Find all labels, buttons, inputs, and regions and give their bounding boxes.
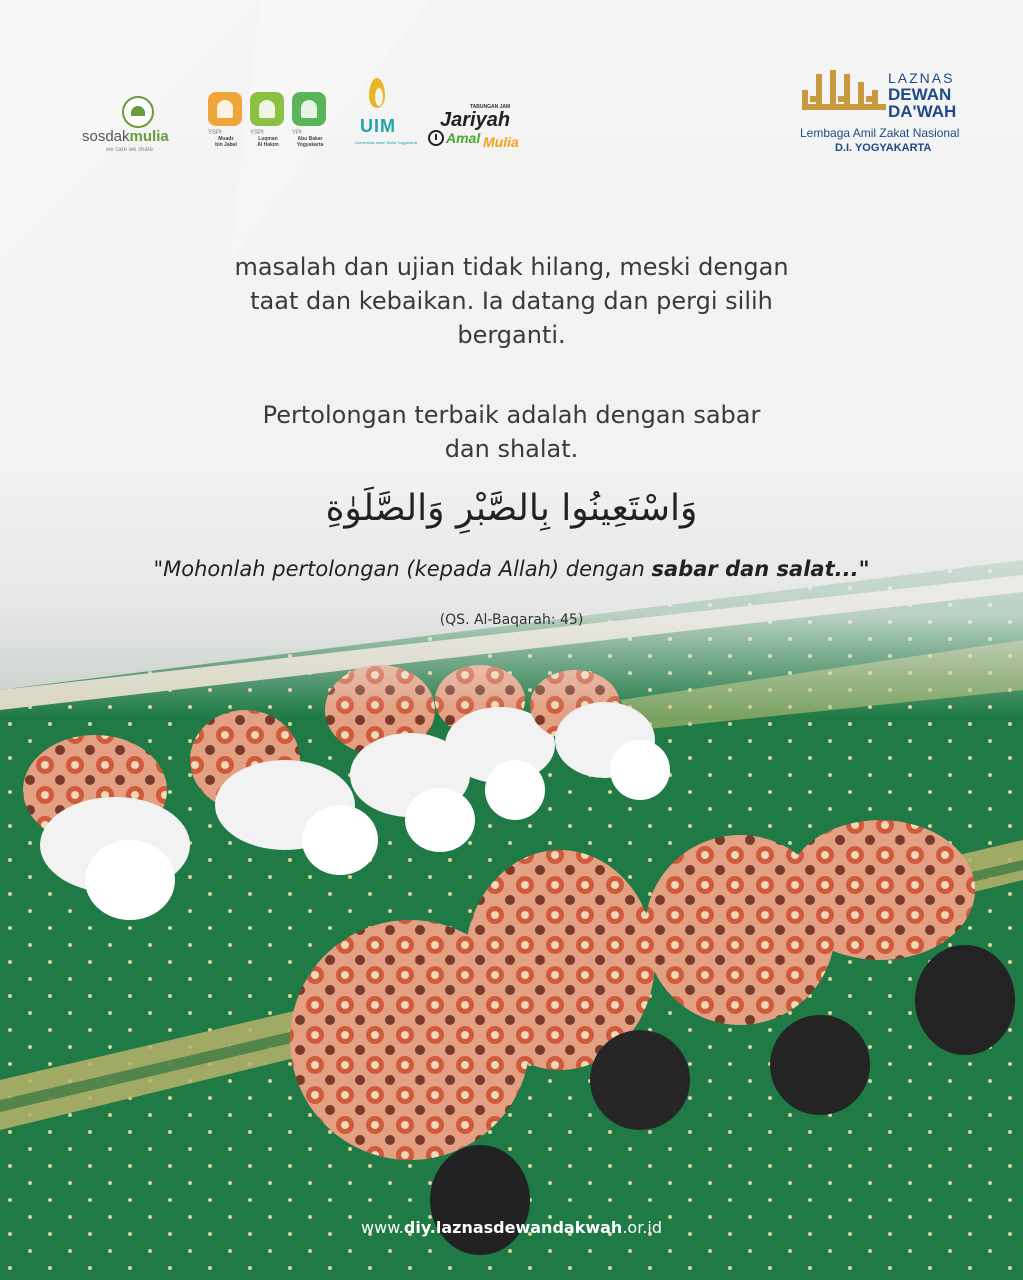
website-prefix: www. — [361, 1218, 404, 1237]
laznas-line4: Lembaga Amil Zakat Nasional — [800, 126, 960, 140]
partner-logo-strip — [0, 70, 1023, 170]
uim-sub: Universitas Islam Mulia Yogyakarta — [355, 140, 418, 145]
clock-icon — [428, 130, 444, 146]
para2-line: Pertolongan terbaik adalah dengan sabar — [262, 401, 761, 429]
quote-end: " — [858, 557, 870, 581]
para2-line: dan shalat. — [444, 435, 579, 463]
yspi-org: YPI — [292, 130, 302, 136]
jariyah-amal: Amal — [446, 130, 481, 146]
mosque-dome-icon — [122, 96, 154, 128]
jariyah-amal-mulia-logo — [428, 104, 538, 154]
reflection-paragraph — [0, 250, 1023, 352]
yspi-line2: bin Jabal — [215, 142, 237, 148]
website-suffix: .or.id — [622, 1218, 662, 1237]
laznas-line5: D.I. YOGYAKARTA — [835, 142, 932, 154]
laznas-line1: LAZNAS — [888, 70, 955, 86]
arabic-verse: وَاسْتَعِينُوا بِالصَّبْرِ وَالصَّلَوٰةِ — [325, 488, 698, 529]
website-domain: diy.laznasdewandakwah — [403, 1218, 623, 1237]
yspi-org: YSPI — [250, 130, 264, 136]
quote-bold: sabar dan salat... — [651, 557, 859, 581]
laznas-line2: DEWAN — [888, 85, 952, 104]
sosdak-mulia-logo — [82, 96, 182, 156]
sosdak-tagline: we care we share — [106, 147, 154, 153]
uim-logo — [355, 78, 418, 158]
laznas-dewan-dawah-logo — [800, 70, 975, 160]
school-badge-icon — [208, 92, 242, 126]
school-badge-icon — [292, 92, 326, 126]
quote-start: "Mohonlah pertolongan (kepada Allah) dengan — [153, 557, 652, 581]
school-badge-icon — [250, 92, 284, 126]
advice-paragraph — [0, 398, 1023, 466]
verse-source: (QS. Al-Baqarah: 45) — [439, 612, 584, 628]
yspi-luqman-logo — [250, 92, 286, 154]
sosdak-name: sosdak — [82, 128, 130, 145]
jariyah-small: TABUNGAN JAM — [470, 104, 511, 110]
yspi-line1: Luqman — [258, 136, 278, 142]
verse-translation — [0, 557, 1023, 581]
mulia-name: mulia — [129, 128, 169, 145]
yspi-line2: Al Hakim — [257, 142, 279, 148]
website-url[interactable] — [0, 1218, 1023, 1237]
para1-line: masalah dan ujian tidak hilang, meski dengan — [234, 253, 789, 281]
uim-word: UIM — [360, 116, 396, 136]
laznas-line3: DA'WAH — [888, 102, 957, 121]
jariyah-big: Jariyah — [440, 109, 511, 131]
jariyah-mulia: Mulia — [483, 134, 519, 150]
yspi-org: YSPI — [208, 130, 222, 136]
yspi-line2: Yogyakarta — [296, 142, 324, 148]
yspi-line1: Abu Bakar — [297, 136, 323, 142]
ypi-abu-bakar-logo — [292, 92, 328, 154]
para1-line: taat dan kebaikan. Ia datang dan pergi silih — [250, 287, 773, 315]
yspi-line1: Muadz — [218, 136, 234, 142]
yspi-muadz-logo — [208, 92, 244, 154]
laznas-mark-icon — [802, 70, 886, 122]
para1-line: berganti. — [457, 321, 566, 349]
